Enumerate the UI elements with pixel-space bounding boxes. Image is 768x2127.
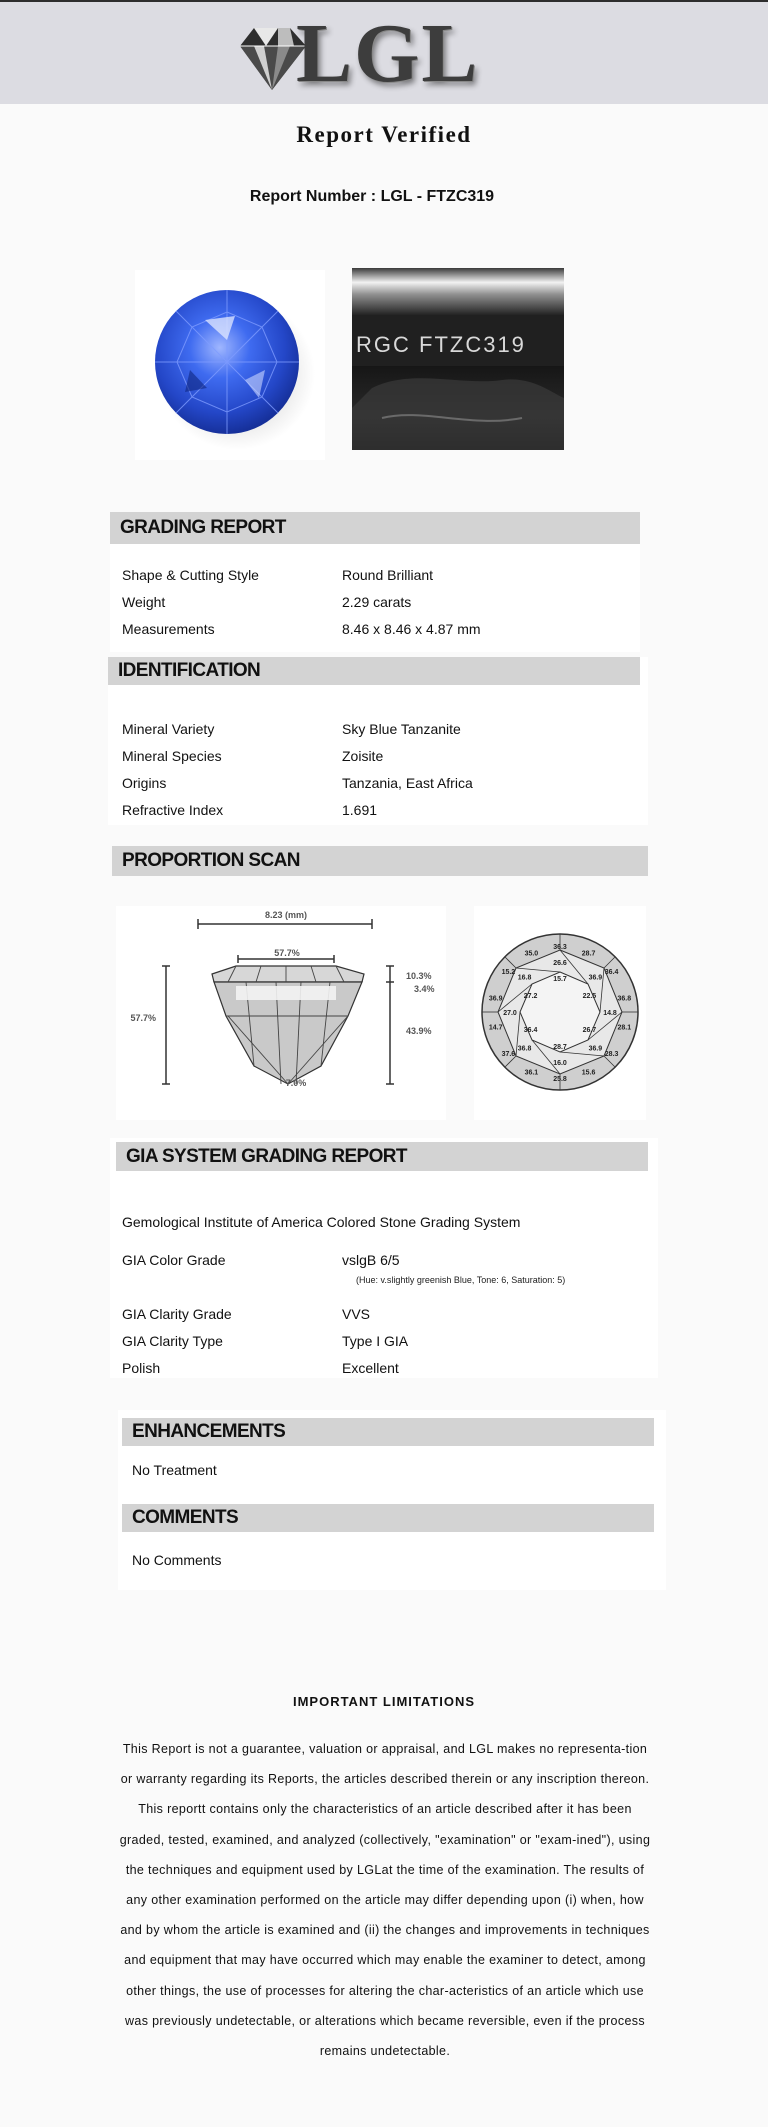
top-view-diagram	[474, 906, 646, 1120]
mineral-species-label: Mineral Species	[122, 748, 222, 764]
mineral-variety-label: Mineral Variety	[122, 721, 215, 737]
facet-value-label: 15.7	[553, 976, 567, 983]
facet-value-label: 36.3	[553, 944, 567, 951]
facet-value-label: 36.9	[588, 1045, 603, 1053]
gia-color-note: (Hue: v.slightly greenish Blue, Tone: 6, Saturation: 5)	[356, 1275, 566, 1285]
facet-value-label: 36.9	[588, 974, 603, 982]
diameter-label: 8.23 (mm)	[264, 910, 308, 920]
gia-clarity-grade-value: VVS	[342, 1306, 371, 1322]
gia-clarity-type-value: Type I GIA	[342, 1333, 409, 1349]
refractive-index-value: 1.691	[342, 802, 378, 818]
facet-value-label: 36.4	[523, 1027, 538, 1034]
facet-value-label: 27.0	[503, 1010, 517, 1017]
gia-clarity-type-label: GIA Clarity Type	[122, 1333, 223, 1349]
polish-value: Excellent	[342, 1360, 399, 1376]
comments-value: No Comments	[132, 1552, 222, 1568]
inscription-text: RGC FTZC319	[356, 332, 526, 357]
origins-value: Tanzania, East Africa	[342, 775, 473, 791]
gia-report-heading: GIA SYSTEM GRADING REPORT	[116, 1142, 648, 1171]
enhancements-comments-section	[118, 1410, 666, 1590]
logo-text: LGL	[296, 7, 480, 100]
facet-value-label: 15.2	[501, 968, 516, 976]
gia-report-section	[110, 1138, 658, 1378]
total-depth-label: 57.7%	[130, 1013, 156, 1023]
identification-section	[108, 657, 648, 825]
girdle-percent-label: 3.4%	[414, 984, 435, 994]
site-header	[0, 0, 768, 104]
facet-value-label: 35.0	[524, 950, 539, 958]
facet-value-label: 25.8	[553, 1076, 567, 1083]
weight-value: 2.29 carats	[342, 594, 412, 610]
facet-value-label: 14.8	[603, 1010, 617, 1017]
facet-value-label: 26.6	[553, 960, 567, 967]
facet-value-label: 28.3	[604, 1051, 619, 1059]
proportion-scan-heading: PROPORTION SCAN	[112, 846, 648, 876]
facet-value-label: 36.8	[517, 1045, 532, 1053]
crown-percent-label: 10.3%	[406, 971, 432, 981]
facet-value-label: 27.2	[523, 993, 538, 1000]
weight-label: Weight	[122, 594, 166, 610]
gia-color-grade-label: GIA Color Grade	[122, 1252, 226, 1268]
facet-value-label: 15.6	[581, 1069, 596, 1077]
side-profile-diagram	[116, 906, 446, 1120]
gia-intro-text: Gemological Institute of America Colored Stone Grading System	[122, 1214, 521, 1230]
grading-report-section	[110, 512, 640, 652]
measurements-value: 8.46 x 8.46 x 4.87 mm	[342, 621, 481, 637]
limitations-text: This Report is not a guarantee, valuation or appraisal, and LGL makes no representa-tion or warranty regarding its Reports, the articles described therein or any inscription thereon. This reportt contains only the characteristics of an article described after it has been graded, tested, examined, and analyzed (collectively, "examination" or "exam-ined"), using the techniques and equipment used by LGLat the time of the examination. The results of any other examination performed on the article may differ depending upon (i) when, how and by whom the article is examined and (ii) the changes and improvements in techniques and equipment that may have occurred which may enable the examiner to detect, among other things, the use of processes for altering the char-acteristics of an article which use was previously undetectable, or alterations which became reversible, even if the process remains undetectable.	[119, 1742, 651, 2059]
report-number: Report Number : LGL - FTZC319	[249, 188, 495, 205]
pavilion-percent-label: 43.9%	[406, 1026, 432, 1036]
origins-label: Origins	[122, 775, 167, 791]
gemstone-photo	[135, 270, 325, 460]
facet-value-label: 28.7	[553, 1044, 567, 1051]
refractive-index-label: Refractive Index	[122, 802, 224, 818]
facet-value-label: 28.7	[581, 950, 596, 958]
facet-value-label: 28.1	[617, 1024, 632, 1032]
comments-heading: COMMENTS	[122, 1504, 654, 1532]
culet-percent-label: 7.0%	[285, 1078, 307, 1088]
facet-value-label: 36.8	[617, 995, 632, 1003]
facet-value-label: 16.0	[553, 1060, 567, 1067]
enhancements-value: No Treatment	[132, 1462, 217, 1478]
facet-value-label: 22.5	[582, 993, 597, 1000]
facet-value-label: 26.7	[582, 1027, 597, 1034]
polish-label: Polish	[122, 1360, 161, 1376]
mineral-variety-value: Sky Blue Tanzanite	[342, 721, 461, 737]
facet-value-label: 16.8	[517, 974, 532, 982]
lgl-logo[interactable]	[232, 7, 492, 100]
measurements-label: Measurements	[122, 621, 215, 637]
shape-value: Round Brilliant	[342, 567, 434, 583]
facet-value-label: 36.1	[524, 1069, 539, 1077]
facet-value-label: 36.9	[488, 995, 503, 1003]
shape-label: Shape & Cutting Style	[122, 567, 259, 583]
limitations-heading: IMPORTANT LIMITATIONS	[292, 1694, 476, 1709]
gia-clarity-grade-label: GIA Clarity Grade	[122, 1306, 232, 1322]
facet-value-label: 36.4	[604, 968, 619, 976]
facet-value-label: 37.6	[501, 1051, 516, 1059]
mineral-species-value: Zoisite	[342, 748, 384, 764]
page-title: Report Verified	[296, 122, 472, 147]
laser-inscription-photo	[352, 268, 564, 450]
grading-report-heading: GRADING REPORT	[110, 512, 640, 544]
gia-color-grade-value: vslgB 6/5	[342, 1252, 400, 1268]
enhancements-heading: ENHANCEMENTS	[122, 1418, 654, 1446]
facet-value-label: 14.7	[488, 1024, 503, 1032]
table-percent-label: 57.7%	[274, 948, 300, 958]
identification-heading: IDENTIFICATION	[108, 657, 640, 685]
